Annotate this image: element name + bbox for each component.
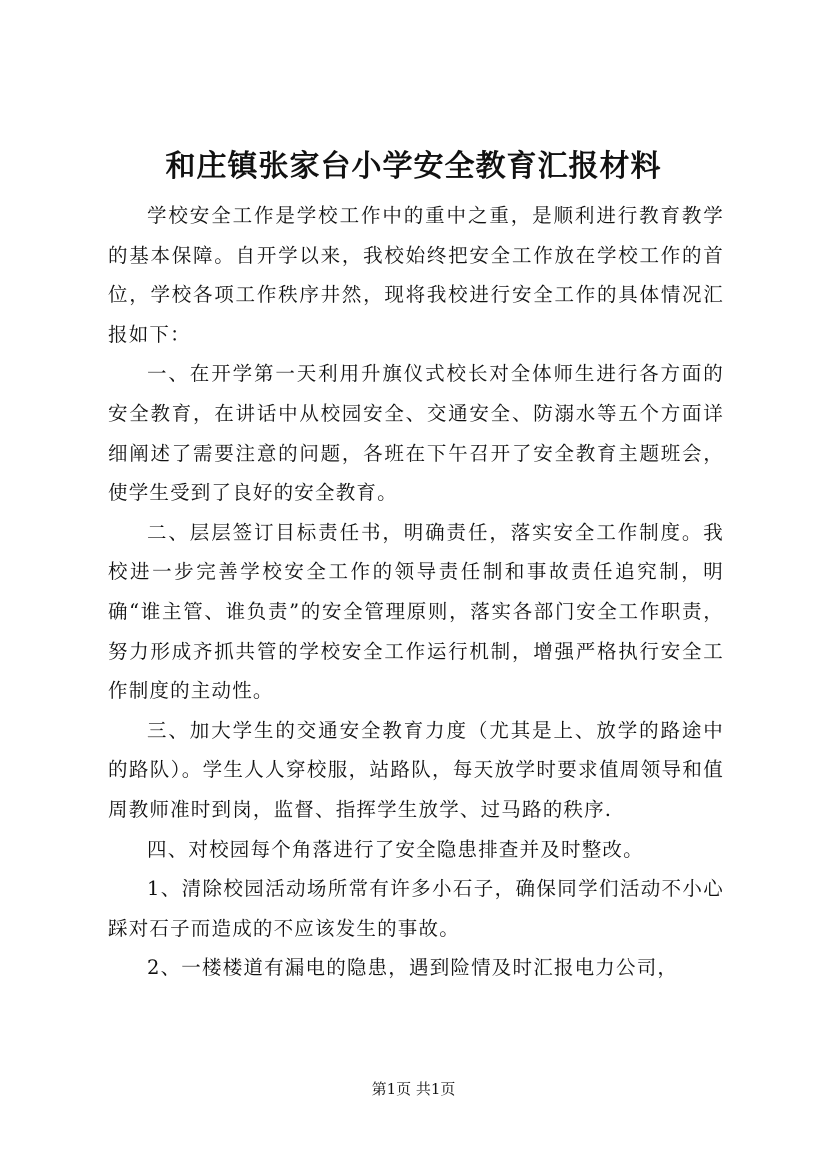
paragraph-item-3: 三、加大学生的交通安全教育力度（尤其是上、放学的路途中的路队）。学生人人穿校服，站路队，每天放学时要求值周领导和值周教师准时到岗，监督、指挥学生放学、过马路的秩序. bbox=[108, 718, 724, 821]
page-footer: 第1页 共1页 bbox=[371, 1080, 456, 1098]
paragraph-intro: 学校安全工作是学校工作中的重中之重，是顺利进行教育教学的基本保障。自开学以来，我校始终把安全工作放在学校工作的首位，学校各项工作秩序井然，现将我校进行安全工作的具体情况汇报如下： bbox=[108, 204, 724, 346]
paragraph-item-1: 一、在开学第一天利用升旗仪式校长对全体师生进行各方面的安全教育，在讲话中从校园安全、交通安全、防溺水等五个方面详细阐述了需要注意的问题，各班在下午召开了安全教育主题班会，使学生受到了良好的安全教育。 bbox=[108, 362, 724, 505]
paragraph-subitem-1: 1、清除校园活动场所常有许多小石子，确保同学们活动不小心踩对石子而造成的不应该发生的事故。 bbox=[108, 877, 724, 940]
document-body bbox=[108, 196, 724, 988]
paragraph-item-2: 二、层层签订目标责任书，明确责任，落实安全工作制度。我校进一步完善学校安全工作的领导责任制和事故责任追究制，明确“谁主管、谁负责”的安全管理原则，落实各部门安全工作职责，努力形成齐抓共管的学校安全工作运行机制，增强严格执行安全工作制度的主动性。 bbox=[108, 520, 724, 703]
paragraph-item-4: 四、对校园每个角落进行了安全隐患排查并及时整改。 bbox=[147, 837, 644, 861]
document-title: 和庄镇张家台小学安全教育汇报材料 bbox=[165, 149, 662, 184]
paragraph-subitem-2: 2、一楼楼道有漏电的隐患，遇到险情及时汇报电力公司， bbox=[147, 956, 679, 980]
